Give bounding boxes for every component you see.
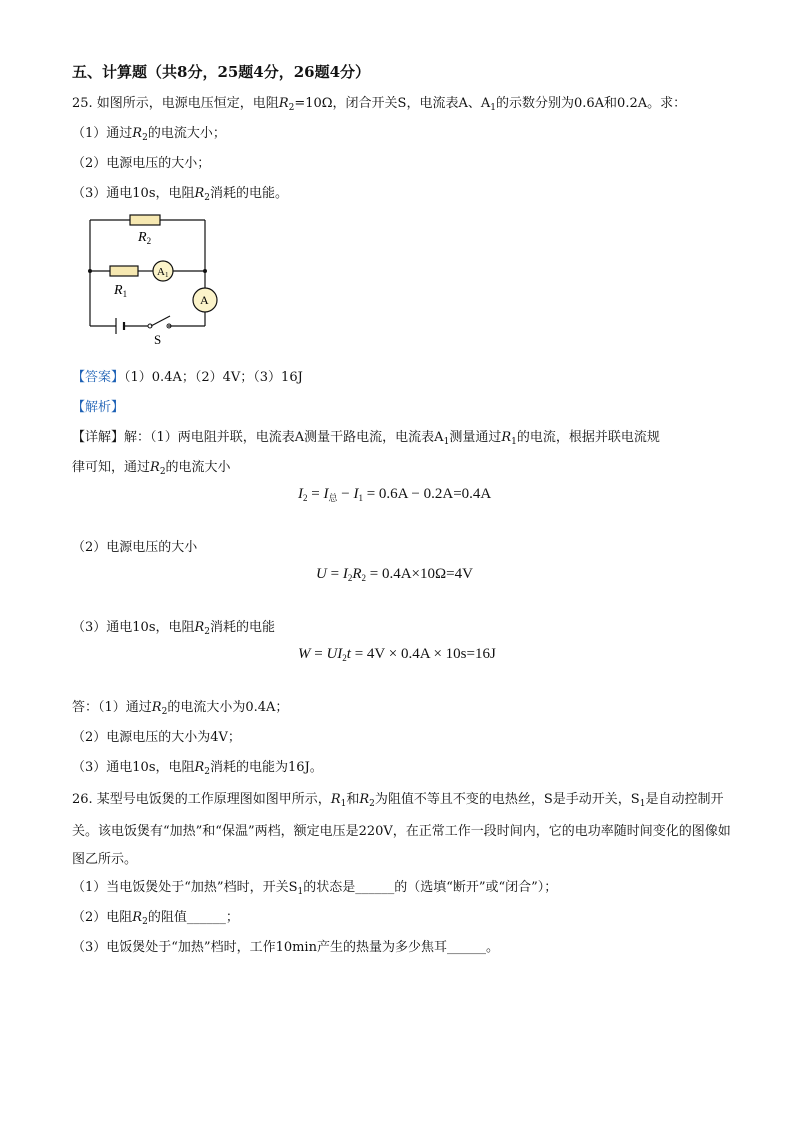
conclusion-2: （2）电源电压的大小为4V； bbox=[72, 730, 241, 745]
svg-text:R1 bbox=[113, 283, 127, 299]
q26-r1-sub: 1 bbox=[340, 799, 347, 809]
q26-stem bbox=[72, 786, 732, 874]
q26-line2: 动控制开关。该电饭煲有“加热”和“保温”两档，额定电压是220V，在正常工作一段时间内，它的电 bbox=[72, 792, 724, 839]
conclusion-a3b: 消耗的电能为16J。 bbox=[210, 760, 323, 775]
conclusion-a3-r: R bbox=[194, 760, 205, 775]
formula-2: $U = I_2R_2 = 0.4A\times 10\Omega=4V$ bbox=[316, 566, 473, 583]
r2-resistor bbox=[130, 215, 160, 225]
detail-line1 bbox=[72, 428, 660, 452]
conclusion-1 bbox=[72, 698, 288, 722]
q25-p1-sub: 2 bbox=[142, 133, 148, 143]
q25-part3 bbox=[72, 184, 288, 208]
detail-p3b: 消耗的电能 bbox=[210, 620, 276, 635]
conclusion-a1b: 的电流大小为0.4A； bbox=[167, 700, 289, 715]
s-label: S bbox=[154, 332, 162, 347]
q25-stem bbox=[72, 94, 686, 118]
r1-label: R bbox=[114, 283, 123, 298]
q26-p2b: 的阻值______； bbox=[147, 910, 239, 925]
q26-p2-r: R bbox=[132, 910, 143, 925]
formula-3: $W = UI_2t = 4V \times 0.4A \times 10s=16J$ bbox=[298, 646, 496, 663]
detail-p3: （3）通电10s，电阻 bbox=[72, 620, 195, 635]
q26-line1: 26. 某型号电饭煲的工作原理图如图甲所示， bbox=[72, 792, 331, 807]
svg-text:R2 bbox=[137, 230, 151, 246]
detail-tag: 【详解】 bbox=[72, 430, 125, 445]
q25-p1-r: R bbox=[132, 126, 143, 141]
q25-p3: （3）通电10s，电阻 bbox=[72, 186, 195, 201]
conclusion-a3-sub: 2 bbox=[204, 767, 211, 777]
detail-p3-r: R bbox=[194, 620, 205, 635]
conclusion-r2-sub: 2 bbox=[161, 707, 168, 717]
detail-r2-sub: 2 bbox=[159, 467, 166, 477]
detail-text1b: 测量通过 bbox=[449, 430, 502, 445]
q25-stem-sub2: 1 bbox=[490, 103, 496, 113]
q26-part3: （3）电饭煲处于“加热”档时，工作10min产生的热量为多少焦耳______。 bbox=[72, 940, 499, 955]
q25-stem-f: 的示数分别为0.6A和0.2A。求： bbox=[495, 96, 687, 111]
section-title: 五、计算题（共8分，25题4分，26题4分） bbox=[72, 63, 371, 81]
q26-p1: （1）当电饭煲处于“加热”档时，开关S bbox=[72, 880, 298, 895]
conclusion-a3: （3）通电10s，电阻 bbox=[72, 760, 195, 775]
conclusion-3 bbox=[72, 758, 323, 782]
detail-r1-sub: 1 bbox=[511, 437, 517, 447]
detail-part3 bbox=[72, 618, 275, 642]
q26-line1d: 是自 bbox=[645, 792, 672, 807]
formula-3-value: = 4V × 0.4A × 10s=16J bbox=[354, 646, 496, 662]
q26-p1b: 的状态是______的（选填“断开”或“闭合”）； bbox=[303, 880, 558, 895]
q26-r2: R bbox=[359, 792, 370, 807]
detail-text1: 解：（1）两电阻并联，电流表A测量干路电流，电流表A bbox=[124, 430, 444, 445]
r1-label-sub: 1 bbox=[122, 289, 128, 299]
q25-p3-sub: 2 bbox=[204, 193, 211, 203]
q26-part1 bbox=[72, 878, 557, 902]
q26-line1b: 和 bbox=[346, 792, 360, 807]
q26-r1: R bbox=[330, 792, 341, 807]
q25-p1b: 的电流大小； bbox=[147, 126, 226, 141]
a1-label: A bbox=[157, 266, 165, 278]
detail-r2: R bbox=[150, 460, 160, 475]
detail-text2b: 的电流大小 bbox=[165, 460, 231, 475]
answer-text: （1）0.4A；（2）4V；（3）16J bbox=[124, 370, 303, 385]
q26-line3: 功率随时间变化的图像如图乙所示。 bbox=[72, 824, 731, 867]
q25-stem-r: R bbox=[278, 96, 289, 111]
q26-part2 bbox=[72, 908, 239, 932]
conclusion-r2: R bbox=[151, 700, 162, 715]
detail-part2: （2）电源电压的大小 bbox=[72, 540, 198, 555]
formula-1: $I_2 = I_总 - I_1 = 0.6A - 0.2A=0.4A$ bbox=[298, 486, 492, 503]
circuit-diagram bbox=[80, 208, 230, 348]
q25-p3-r: R bbox=[194, 186, 205, 201]
a-label: A bbox=[200, 293, 209, 307]
q25-stem-d: =10Ω，闭合开关S，电流表A、A bbox=[294, 96, 491, 111]
a1-label-sub: 1 bbox=[164, 271, 169, 279]
detail-r1: R bbox=[501, 430, 512, 445]
q26-r2-sub: 2 bbox=[369, 799, 375, 809]
formula-1-value: = 0.6A − 0.2A=0.4A bbox=[366, 486, 492, 502]
q26-line1c: 为阻值不等且不变的电热丝，S是手动开关，S bbox=[374, 792, 640, 807]
r2-label: R bbox=[138, 230, 147, 245]
r1-resistor bbox=[110, 266, 138, 276]
detail-text2: 律可知，通过 bbox=[72, 460, 151, 475]
q25-stem-a: 25. 如图所示，电源电压恒定，电阻 bbox=[72, 96, 279, 111]
analysis-tag: 【解析】 bbox=[72, 400, 125, 415]
r2-label-sub: 2 bbox=[146, 236, 152, 246]
formula-2-value: = 0.4A×10Ω=4V bbox=[369, 566, 473, 582]
q26-p2-sub: 2 bbox=[142, 917, 148, 927]
q25-p1: （1）通过 bbox=[72, 126, 133, 141]
q26-s1-sub: 1 bbox=[639, 799, 646, 809]
q25-part1 bbox=[72, 124, 226, 148]
q25-part2: （2）电源电压的大小； bbox=[72, 156, 211, 171]
answer-tag: 【答案】 bbox=[72, 370, 125, 385]
answer-line bbox=[72, 368, 303, 388]
q26-p2: （2）电阻 bbox=[72, 910, 133, 925]
q26-p1-sub: 1 bbox=[297, 887, 304, 897]
detail-p3-sub: 2 bbox=[204, 627, 211, 637]
q25-p3b: 消耗的电能。 bbox=[210, 186, 289, 201]
detail-a1-sub: 1 bbox=[443, 437, 450, 447]
detail-text1c: 的电流，根据并联电流规 bbox=[516, 430, 660, 445]
detail-line2 bbox=[72, 458, 231, 482]
q25-stem-sub: 2 bbox=[288, 103, 295, 113]
conclusion-a1: 答：（1）通过 bbox=[72, 700, 152, 715]
